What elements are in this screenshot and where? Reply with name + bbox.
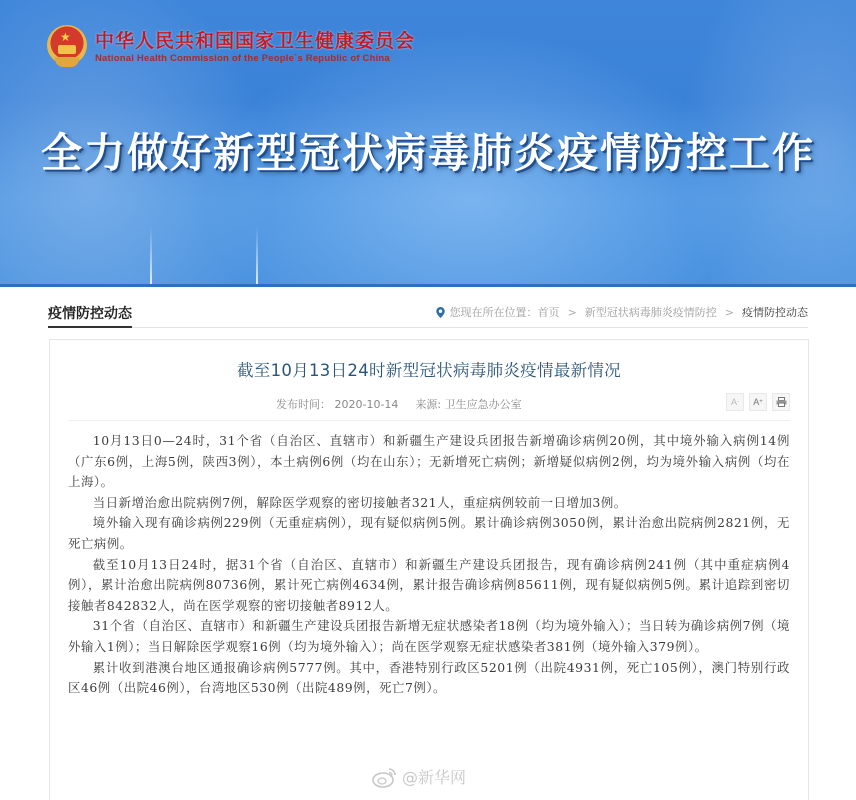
weibo-icon xyxy=(372,766,398,788)
decorative-pulse-line xyxy=(150,227,152,287)
published-date: 2020-10-14 xyxy=(334,398,399,411)
print-button[interactable] xyxy=(772,393,790,411)
source-label: 来源: xyxy=(415,398,442,411)
article-paragraph: 累计收到港澳台地区通报确诊病例5777例。其中，香港特别行政区5201例（出院4931例，死亡105例），澳门特别行政区46例（出院46例），台湾地区530例（出院489例，死亡7例）。 xyxy=(68,659,790,696)
article-paragraph: 境外输入现有确诊病例229例（无重症病例），现有疑似病例5例。累计确诊病例3050例，累计治愈出院病例2821例，无死亡病例。 xyxy=(68,515,790,551)
breadcrumb-current[interactable]: 疫情防控动态 xyxy=(742,306,808,319)
org-name-cn: 中华人民共和国国家卫生健康委员会 xyxy=(95,30,416,52)
font-larger-icon: A xyxy=(753,397,760,407)
breadcrumb-home-link[interactable]: 首页 xyxy=(537,306,560,319)
article-card xyxy=(49,339,809,800)
print-icon xyxy=(776,397,787,407)
breadcrumb-separator: > xyxy=(567,305,577,319)
breadcrumb-label: 您现在所在位置： xyxy=(449,306,538,319)
article-body xyxy=(68,431,790,699)
watermark-text: @新华网 xyxy=(402,768,467,787)
article-paragraph: 当日新增治愈出院病例7例，解除医学观察的密切接触者321人，重症病例较前一日增加3例。 xyxy=(92,494,627,510)
site-logo[interactable] xyxy=(47,25,415,69)
breadcrumb-separator: > xyxy=(724,305,734,319)
font-larger-button[interactable]: A + xyxy=(749,393,767,411)
banner-slogan: 全力做好新型冠状病毒肺炎疫情防控工作 xyxy=(41,129,815,177)
article-paragraph: 10月13日0—24时，31个省（自治区、直辖市）和新疆生产建设兵团报告新增确诊病例20例，其中境外输入病例14例（广东6例，上海5例，陕西3例），本土病例6例（均在山东）；无新增死亡病例；新增疑似病例2例，均为境外输入病例（均在上海）。 xyxy=(68,433,790,490)
org-name-en: National Health Commission of the People`s Republic of China xyxy=(95,53,390,64)
article-tools xyxy=(726,393,790,411)
banner-divider xyxy=(0,284,856,287)
source-value: 卫生应急办公室 xyxy=(444,398,522,411)
breadcrumb xyxy=(436,304,808,320)
font-smaller-button[interactable]: A - xyxy=(726,393,744,411)
national-emblem-icon: ★ xyxy=(47,25,87,69)
font-smaller-icon: A xyxy=(730,397,737,407)
watermark xyxy=(372,765,466,788)
article-meta xyxy=(276,396,522,412)
section-header xyxy=(48,295,808,328)
decorative-pulse-line xyxy=(256,227,258,287)
section-title: 疫情防控动态 xyxy=(48,303,132,328)
article-paragraph: 31个省（自治区、直辖市）和新疆生产建设兵团报告新增无症状感染者18例（均为境外输入）；当日转为确诊病例7例（境外输入1例）；当日解除医学观察16例（均为境外输入）；尚在医学观察无症状感染者381例（境外输入379例）。 xyxy=(68,618,790,654)
location-pin-icon xyxy=(436,307,445,318)
breadcrumb-covid-link[interactable]: 新型冠状病毒肺炎疫情防控 xyxy=(584,306,717,319)
article-paragraph: 截至10月13日24时，据31个省（自治区、直辖市）和新疆生产建设兵团报告，现有确诊病例241例（其中重症病例4例），累计治愈出院病例80736例，累计死亡病例4634例，累计报告确诊病例85611例，现有疑似病例5例。累计追踪到密切接触者842832人，尚在医学观察的密切接触者8912人。 xyxy=(68,556,790,613)
site-banner xyxy=(0,0,856,287)
meta-divider xyxy=(68,420,790,421)
published-label: 发布时间： xyxy=(276,398,331,411)
article-title: 截至10月13日24时新型冠状病毒肺炎疫情最新情况 xyxy=(237,361,621,380)
